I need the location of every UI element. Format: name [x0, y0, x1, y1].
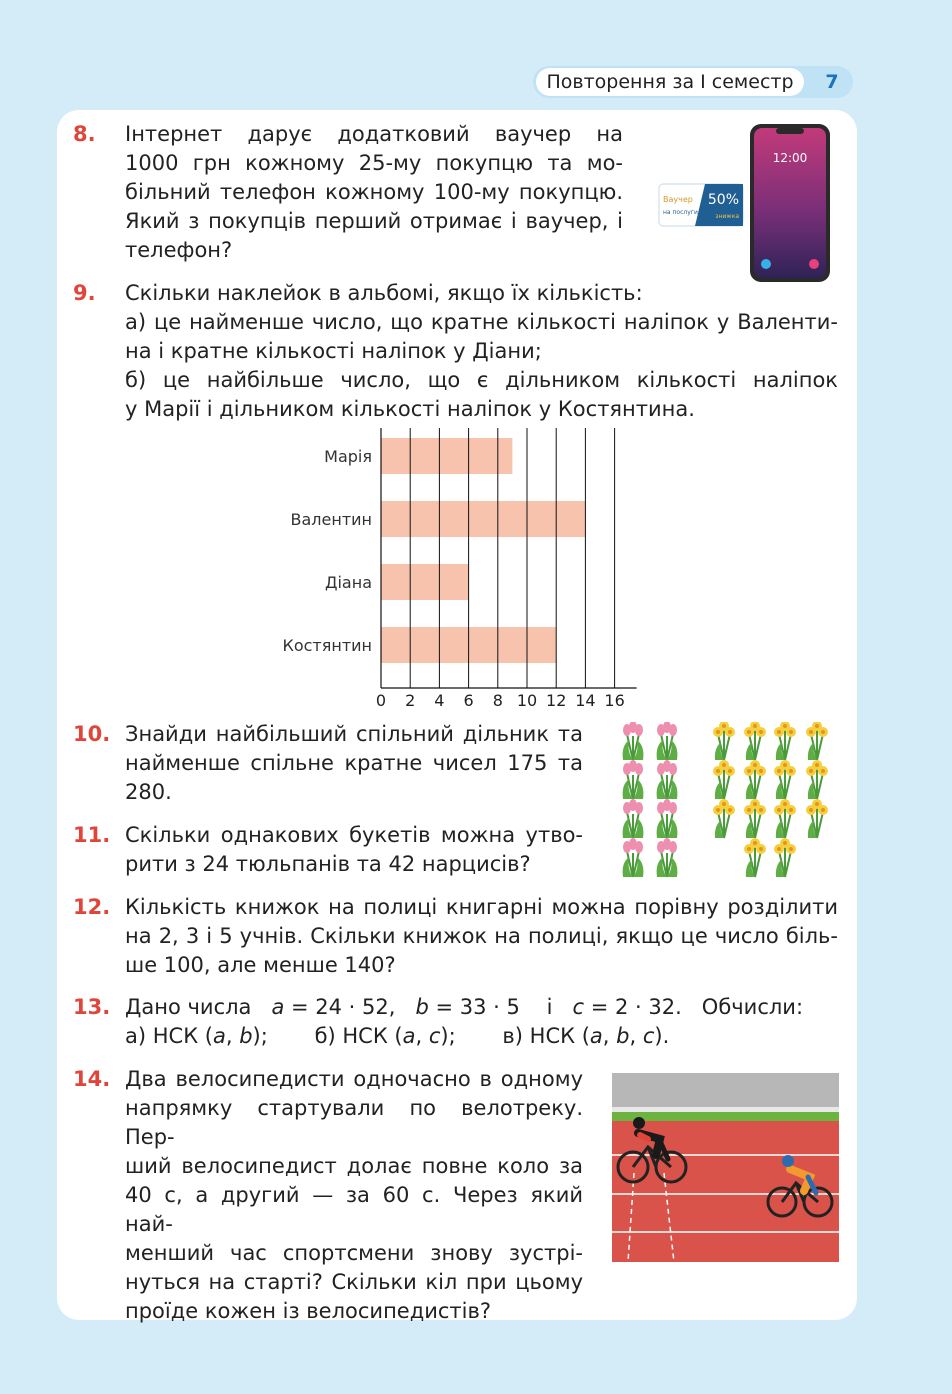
daffodil-icon	[744, 760, 766, 799]
daffodil-icon	[713, 799, 735, 838]
daffodil-icon	[744, 838, 766, 877]
task-12-number: 12.	[73, 895, 111, 919]
tulip-icon	[657, 838, 678, 877]
flowers-illustration	[612, 722, 840, 882]
category-label: Валентин	[290, 510, 372, 529]
task-9-line: Скільки наклейок в альбомі, якщо їх кількість:	[125, 281, 643, 305]
tulip-icon	[623, 799, 644, 838]
cycling-track-illustration	[612, 1073, 839, 1262]
tulip-icon	[623, 722, 644, 760]
task-9-number: 9.	[73, 281, 96, 305]
page-number: 7	[825, 71, 839, 93]
voucher-line1: Ваучер	[663, 195, 693, 204]
task-10-line: Знайди найбільший спільний дільник та	[125, 722, 583, 746]
task-8-number: 8.	[73, 122, 96, 146]
voucher-percent: 50%	[707, 192, 739, 208]
task-9-line: на і кратне кількості наліпок у Діани;	[125, 339, 542, 363]
bar-1	[381, 438, 512, 474]
task-12-line: на 2, 3 і 5 учнів. Скільки книжок на полиці, якщо це число біль-	[125, 924, 838, 948]
task-13-number: 13.	[73, 995, 111, 1019]
daffodil-icon	[744, 799, 766, 838]
daffodil-icon	[806, 760, 828, 799]
task-14-line: Два велосипедисти одночасно в одному	[125, 1067, 583, 1091]
task-9-line: б) це найбільше число, що є дільником кількості наліпок	[125, 368, 838, 392]
phone-time: 12:00	[772, 151, 808, 165]
daffodil-icon	[806, 722, 828, 760]
voucher-sub: знижка	[715, 213, 739, 220]
category-label: Діана	[324, 573, 372, 592]
tick-label: 8	[492, 691, 503, 710]
tulip-icon	[657, 722, 678, 760]
task-14-line: нуться на старті? Скільки кіл при цьому	[125, 1270, 583, 1294]
tick-label: 0	[375, 691, 387, 710]
task-9-line: а) це найменше число, що кратне кількості наліпок у Валенти-	[125, 310, 838, 334]
phone-voucher-illustration	[655, 122, 835, 284]
task-14-line: менший час спортсмени знову зустрі-	[125, 1241, 583, 1265]
task-10-number: 10.	[73, 722, 111, 746]
daffodil-icon	[713, 760, 735, 799]
task-11-text	[125, 821, 583, 879]
tick-label: 12	[546, 691, 567, 710]
task-10-line: найменше спільне кратне чисел 175 та	[125, 751, 583, 775]
tulip-icon	[657, 799, 678, 838]
tick-label: 4	[434, 691, 445, 710]
track-wall	[612, 1073, 839, 1107]
task-14-number: 14.	[73, 1067, 111, 1091]
task-13-line-2: а) НСК (a, b); б) НСК (a, c); в) НСК (a, b, c).	[125, 1024, 670, 1048]
task-14-line: проїде кожен із велосипедистів?	[125, 1299, 492, 1323]
bar-3	[381, 564, 469, 600]
task-11-line: Скільки однакових букетів можна утво-	[125, 823, 583, 847]
task-11-number: 11.	[73, 823, 111, 847]
category-label: Костянтин	[282, 636, 372, 655]
task-14-text	[125, 1065, 583, 1326]
task-10-line: 280.	[125, 780, 172, 804]
voucher-line2: на послуги	[663, 209, 698, 216]
tick-label: 2	[405, 691, 416, 710]
tulip-icon	[623, 760, 644, 799]
section-title: Повторення за I семестр	[536, 68, 804, 96]
task-8-line: більний телефон кожному 100-му покупцю.	[125, 180, 623, 204]
task-10-text	[125, 720, 583, 807]
task-8-line: 1000 грн кожному 25-му покупцю та мо-	[125, 151, 623, 175]
task-14-line: напрямку стартували по велотреку. Пер-	[125, 1096, 583, 1149]
task-13-text	[125, 993, 838, 1051]
daffodil-icon	[744, 722, 766, 760]
phone-call-icon	[761, 259, 771, 269]
daffodil-icon	[806, 799, 828, 838]
task-13-line-1: Дано числа a = 24 · 52, b = 33 · 5 і c = 2 · 32. Обчисли:	[125, 995, 804, 1019]
task-9-line: у Марії і дільником кількості наліпок у Костянтина.	[125, 397, 695, 421]
daffodil-icon	[774, 838, 796, 877]
track-grass-line	[612, 1112, 839, 1121]
task-11-line: рити з 24 тюльпанів та 42 нарцисів?	[125, 852, 531, 876]
task-8-line: Інтернет дарує додатковий ваучер на	[125, 122, 623, 146]
category-label: Марія	[324, 447, 372, 466]
tick-label: 10	[516, 691, 538, 710]
task-14-line: 40 с, а другий — за 60 с. Через який най-	[125, 1183, 583, 1236]
daffodil-icon	[774, 760, 796, 799]
tulip-icon	[657, 760, 678, 799]
stickers-bar-chart	[275, 428, 655, 714]
task-9-text	[125, 279, 838, 424]
task-14-line: ший велосипедист долає повне коло за	[125, 1154, 583, 1178]
tick-label: 6	[463, 691, 474, 710]
bar-2	[381, 501, 585, 537]
tick-label: 14	[575, 691, 596, 710]
task-12-line: Кількість книжок на полиці книгарні можна порівну розділити	[125, 895, 838, 919]
daffodil-icon	[774, 799, 796, 838]
task-12-text	[125, 893, 838, 980]
task-8-line: телефон?	[125, 238, 233, 262]
daffodil-icon	[774, 722, 796, 760]
task-12-line: ше 100, але менше 140?	[125, 953, 396, 977]
task-8-text	[125, 120, 623, 265]
phone-camera-icon	[809, 259, 819, 269]
tulip-icon	[623, 838, 644, 877]
tick-label: 16	[604, 691, 625, 710]
task-8-line: Який з покупців перший отримає і ваучер, і	[125, 209, 623, 233]
daffodil-icon	[713, 722, 735, 760]
